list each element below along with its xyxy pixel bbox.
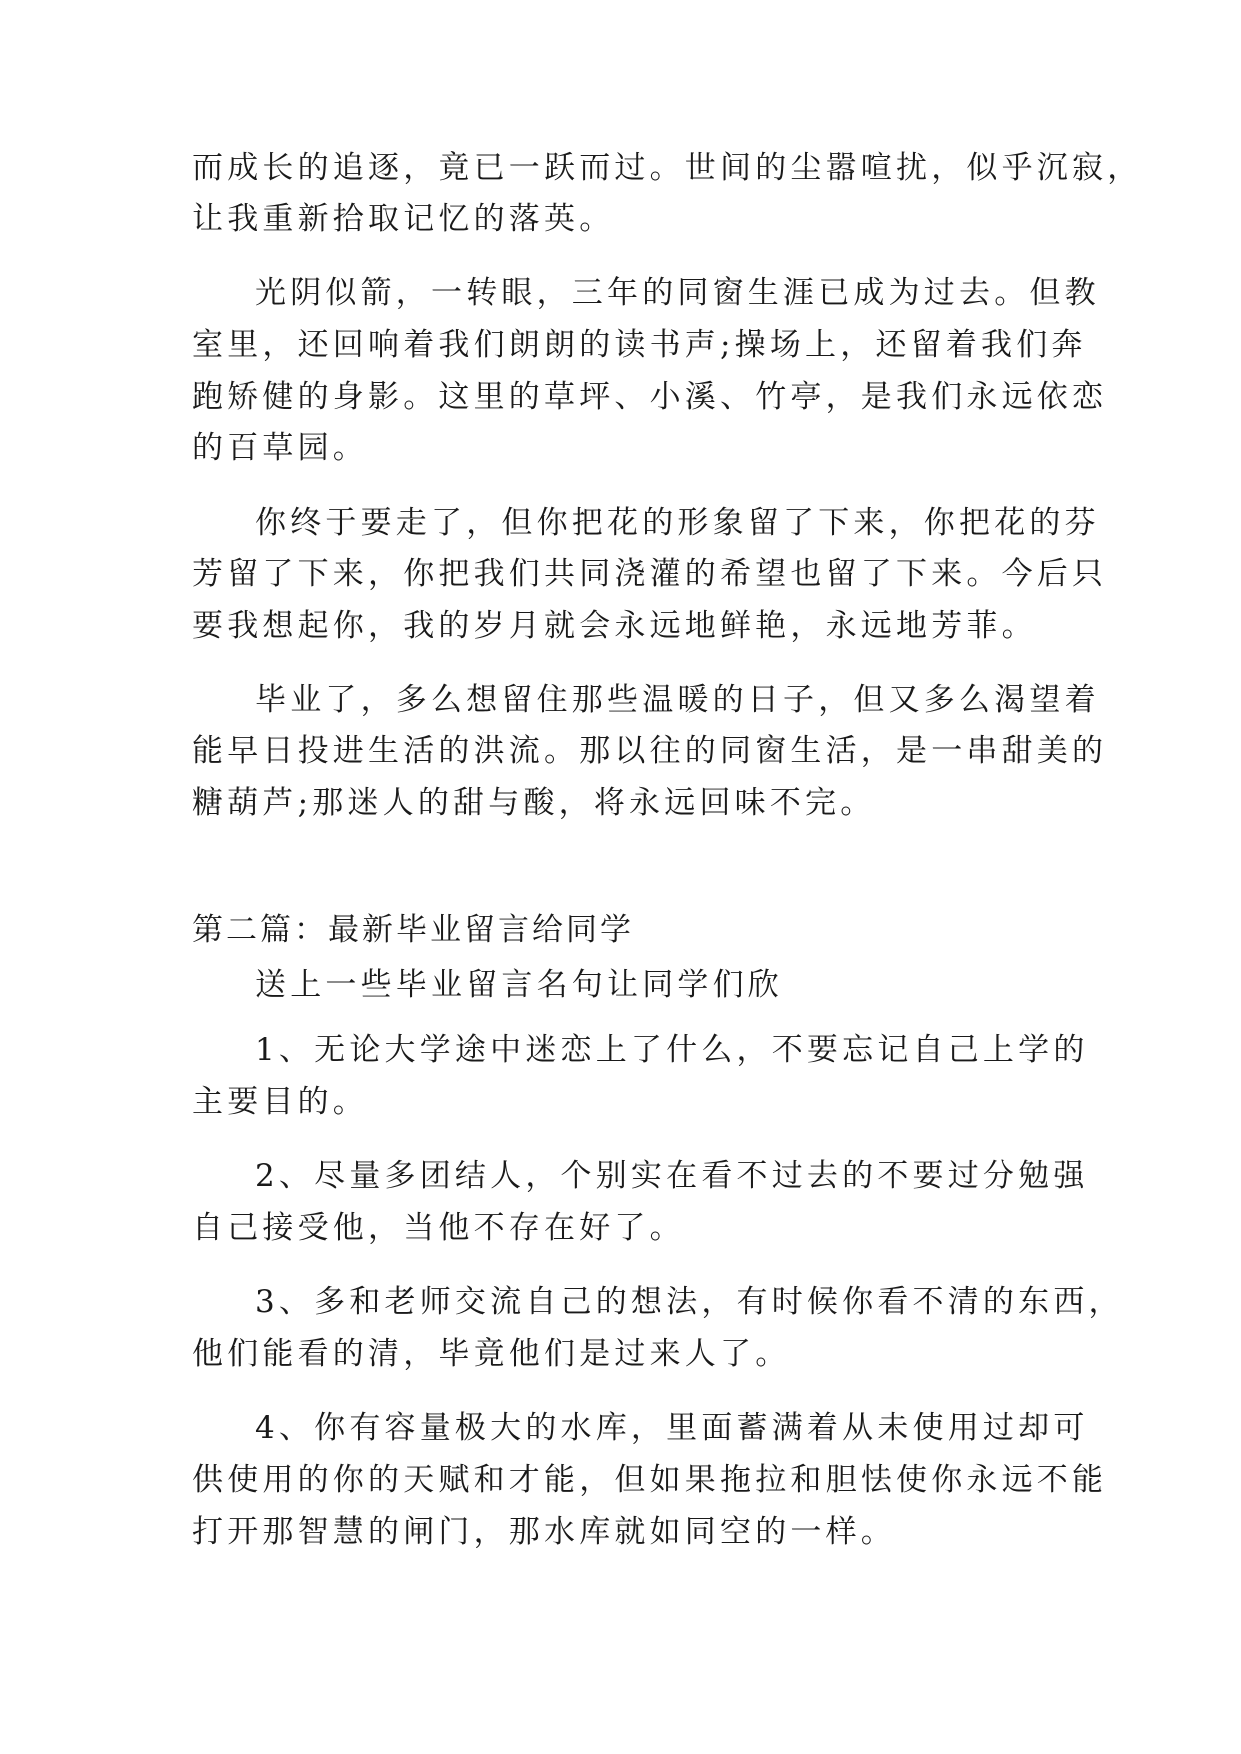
paragraph-line: 光阴似箭，一转眼，三年的同窗生涯已成为过去。但教 <box>255 275 1100 311</box>
paragraph-line: 而成长的追逐，竟已一跃而过。世间的尘嚣喧扰，似乎沉寂， <box>192 150 1143 186</box>
list-item-line: 主要目的。 <box>192 1084 368 1120</box>
paragraph-line: 要我想起你，我的岁月就会永远地鲜艳，永远地芳菲。 <box>192 608 1037 644</box>
list-item-line: 自己接受他，当他不存在好了。 <box>192 1210 685 1246</box>
list-item-line: 打开那智慧的闸门，那水库就如同空的一样。 <box>192 1514 896 1550</box>
paragraph-line: 跑矫健的身影。这里的草坪、小溪、竹亭，是我们永远依恋 <box>192 379 1108 415</box>
paragraph-line: 糖葫芦;那迷人的甜与酸，将永远回味不完。 <box>192 785 876 821</box>
paragraph-line: 毕业了，多么想留住那些温暖的日子，但又多么渴望着 <box>255 682 1100 718</box>
paragraph-line: 送上一些毕业留言名句让同学们欣 <box>255 967 783 1003</box>
list-item-line: 1、无论大学途中迷恋上了什么，不要忘记自己上学的 <box>255 1032 1089 1068</box>
list-item-line: 他们能看的清，毕竟他们是过来人了。 <box>192 1336 791 1372</box>
list-item-line: 供使用的你的天赋和才能，但如果拖拉和胆怯使你永远不能 <box>192 1462 1108 1498</box>
paragraph-line: 你终于要走了，但你把花的形象留了下来，你把花的芬 <box>255 505 1100 541</box>
list-item-line: 4、你有容量极大的水库，里面蓄满着从未使用过却可 <box>255 1410 1089 1446</box>
paragraph-line: 让我重新拾取记忆的落英。 <box>192 201 615 237</box>
paragraph-line: 能早日投进生活的洪流。那以往的同窗生活，是一串甜美的 <box>192 733 1108 769</box>
list-item-line: 3、多和老师交流自己的想法，有时候你看不清的东西， <box>255 1284 1124 1320</box>
list-item-line: 2、尽量多团结人，个别实在看不过去的不要过分勉强 <box>255 1158 1089 1194</box>
paragraph-line: 芳留了下来，你把我们共同浇灌的希望也留了下来。今后只 <box>192 556 1108 592</box>
section-heading: 第二篇：最新毕业留言给同学 <box>192 912 634 948</box>
paragraph-line: 的百草园。 <box>192 430 368 466</box>
paragraph-line: 室里，还回响着我们朗朗的读书声;操场上，还留着我们奔 <box>192 327 1087 363</box>
